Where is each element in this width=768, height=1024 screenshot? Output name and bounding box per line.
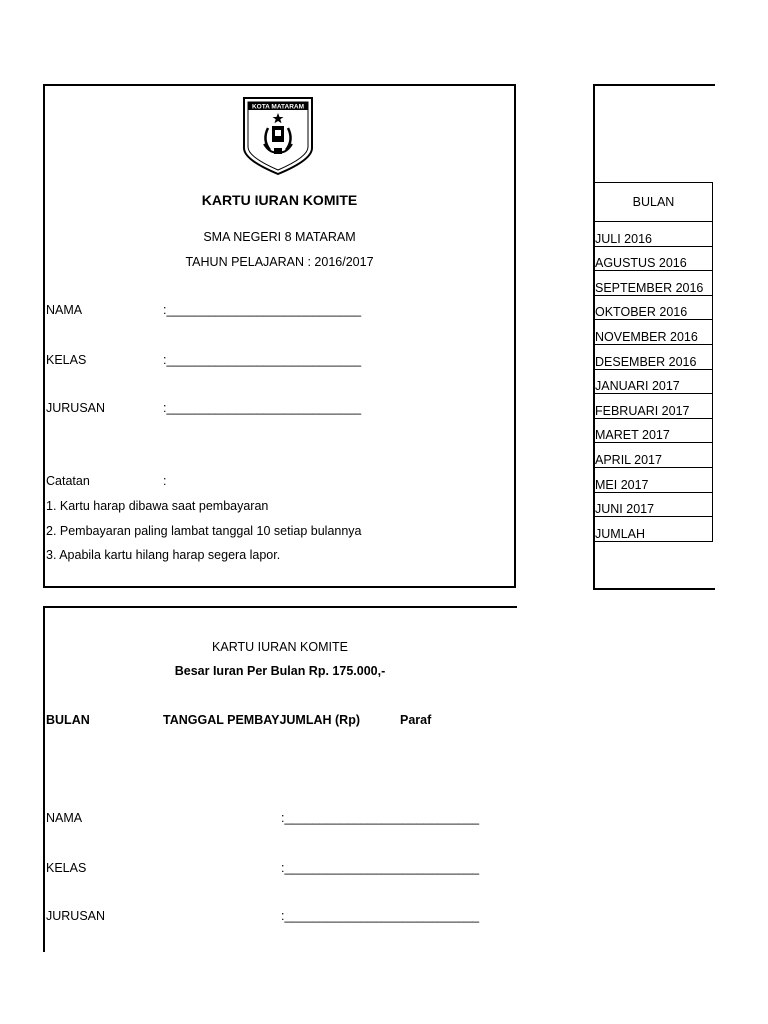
month-row: SEPTEMBER 2016 [595, 271, 713, 296]
card1-notes-colon: : [163, 474, 167, 488]
card1-field-label-nama: NAMA [46, 303, 83, 317]
month-table-header: BULAN [595, 183, 713, 222]
card2-field-label-nama: NAMA [46, 811, 83, 825]
card1-note-2: 2. Pembayaran paling lambat tanggal 10 setiap bulannya [46, 524, 362, 538]
card2-top-border [43, 606, 517, 608]
card2-left-border [43, 606, 45, 952]
card1-field-label-jurusan: JURUSAN [46, 401, 106, 415]
card1-field-label-kelas: KELAS [46, 353, 87, 367]
card1-title: KARTU IURAN KOMITE [201, 192, 358, 208]
card1-field-value-kelas: :____________________________ [163, 353, 362, 367]
card2-field-value-nama: :____________________________ [281, 811, 480, 825]
card1-field-value-nama: :____________________________ [163, 303, 362, 317]
card2-field-label-jurusan: JURUSAN [46, 909, 106, 923]
card1-field-value-jurusan: :____________________________ [163, 401, 362, 415]
month-row: JULI 2016 [595, 222, 713, 247]
kota-mataram-emblem-icon [240, 96, 316, 176]
month-row: MARET 2017 [595, 418, 713, 443]
month-row: AGUSTUS 2016 [595, 246, 713, 271]
svg-text:KOTA MATARAM: KOTA MATARAM [251, 103, 305, 111]
month-row-total: JUMLAH [595, 517, 713, 542]
card2-title: KARTU IURAN KOMITE [212, 640, 348, 654]
month-row: JANUARI 2017 [595, 369, 713, 394]
month-table [595, 182, 713, 542]
month-row: OKTOBER 2016 [595, 295, 713, 320]
card1-year: TAHUN PELAJARAN : 2016/2017 [185, 255, 374, 269]
card2-field-value-jurusan: :____________________________ [281, 909, 480, 923]
card2-col-bulan: BULAN [46, 713, 90, 727]
card2-col-tanggal: TANGGAL PEMBAYJUMLAH (Rp) [163, 713, 360, 727]
month-row: APRIL 2017 [595, 443, 713, 468]
month-row: MEI 2017 [595, 467, 713, 492]
card2-col-paraf: Paraf [400, 713, 432, 727]
month-row: JUNI 2017 [595, 492, 713, 517]
card1-note-3: 3. Apabila kartu hilang harap segera lapor. [46, 548, 281, 562]
card1-school: SMA NEGERI 8 MATARAM [203, 230, 356, 244]
month-row: FEBRUARI 2017 [595, 394, 713, 419]
card2-subtitle: Besar Iuran Per Bulan Rp. 175.000,- [174, 664, 386, 678]
card2-field-value-kelas: :____________________________ [281, 861, 480, 875]
card1-notes-label: Catatan [46, 474, 90, 488]
card2-field-label-kelas: KELAS [46, 861, 87, 875]
month-row: DESEMBER 2016 [595, 344, 713, 369]
month-row: NOVEMBER 2016 [595, 320, 713, 345]
card1-note-1: 1. Kartu harap dibawa saat pembayaran [46, 499, 269, 513]
